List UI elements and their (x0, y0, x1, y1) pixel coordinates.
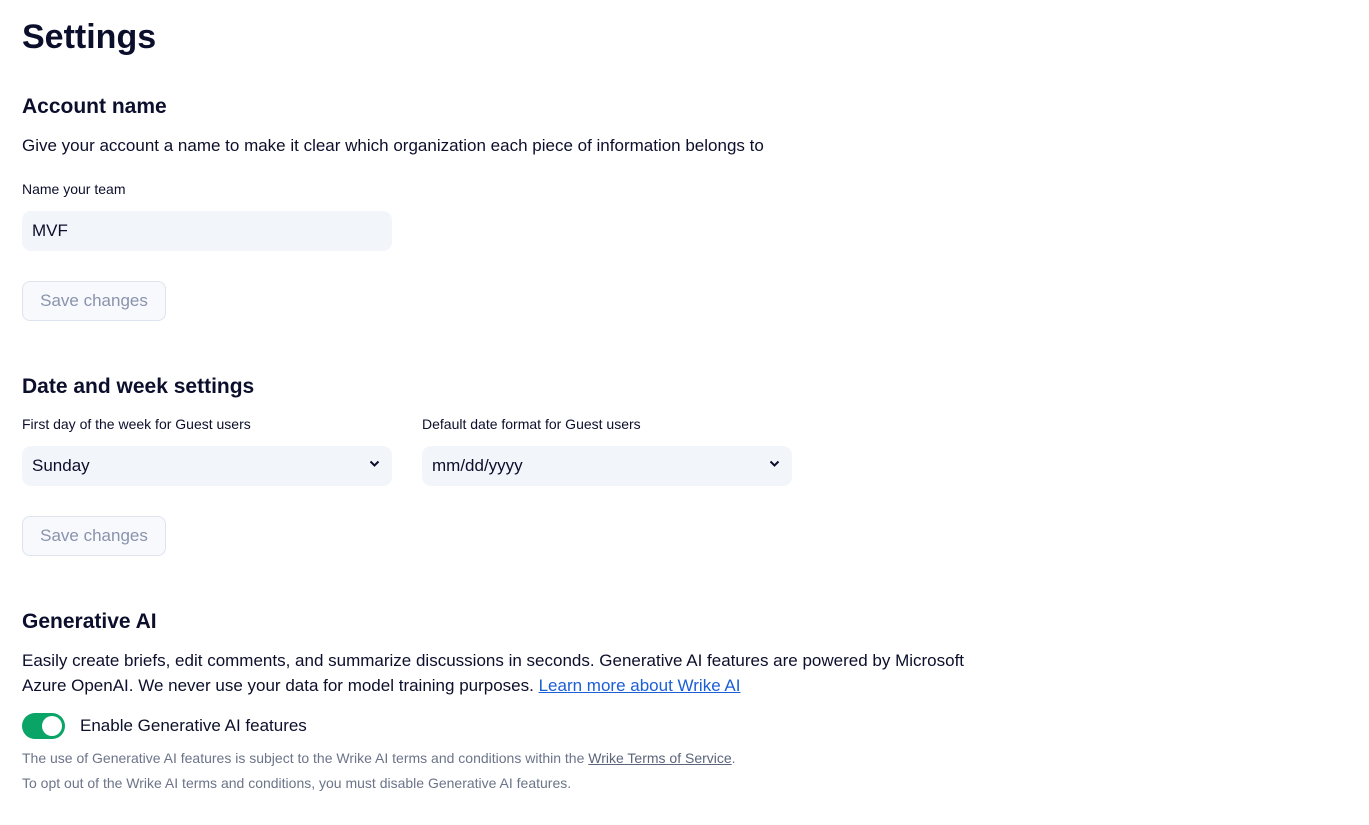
ai-terms-text (22, 750, 736, 766)
save-account-button[interactable]: Save changes (22, 281, 166, 321)
chevron-down-icon (369, 446, 380, 468)
week-start-select[interactable] (22, 446, 392, 486)
date-format-select[interactable] (422, 446, 792, 486)
learn-more-link[interactable]: Learn more about Wrike AI (538, 676, 741, 695)
ai-optout-text: To opt out of the Wrike AI terms and conditions, you must disable Generative AI features. (22, 775, 572, 791)
date-format-value: mm/dd/yyyy (432, 456, 523, 475)
toggle-knob (42, 716, 62, 736)
date-format-label: Default date format for Guest users (422, 416, 641, 432)
team-name-input[interactable] (22, 211, 392, 251)
generative-ai-description (22, 648, 992, 698)
week-start-value: Sunday (32, 456, 90, 475)
enable-ai-toggle[interactable] (22, 713, 65, 739)
generative-ai-heading: Generative AI (22, 610, 157, 633)
week-start-label: First day of the week for Guest users (22, 416, 251, 432)
enable-ai-label: Enable Generative AI features (80, 716, 307, 735)
chevron-down-icon (769, 446, 780, 468)
date-week-heading: Date and week settings (22, 375, 255, 398)
team-name-value: MVF (32, 221, 68, 240)
terms-text: The use of Generative AI features is subject to the Wrike AI terms and conditions within the (22, 750, 585, 766)
save-date-button[interactable]: Save changes (22, 516, 166, 556)
team-name-label: Name your team (22, 181, 126, 197)
ai-description-text: Easily create briefs, edit comments, and summarize discussions in seconds. Generative AI features are powered by Microsoft Azure OpenAI. We never use your data for model training purposes. (22, 651, 965, 695)
account-name-heading: Account name (22, 95, 167, 118)
terms-period: . (731, 750, 736, 766)
page-title: Settings (22, 18, 157, 56)
terms-of-service-link[interactable]: Wrike Terms of Service (588, 750, 732, 766)
account-name-description: Give your account a name to make it clear which organization each piece of information belongs to (22, 136, 764, 155)
